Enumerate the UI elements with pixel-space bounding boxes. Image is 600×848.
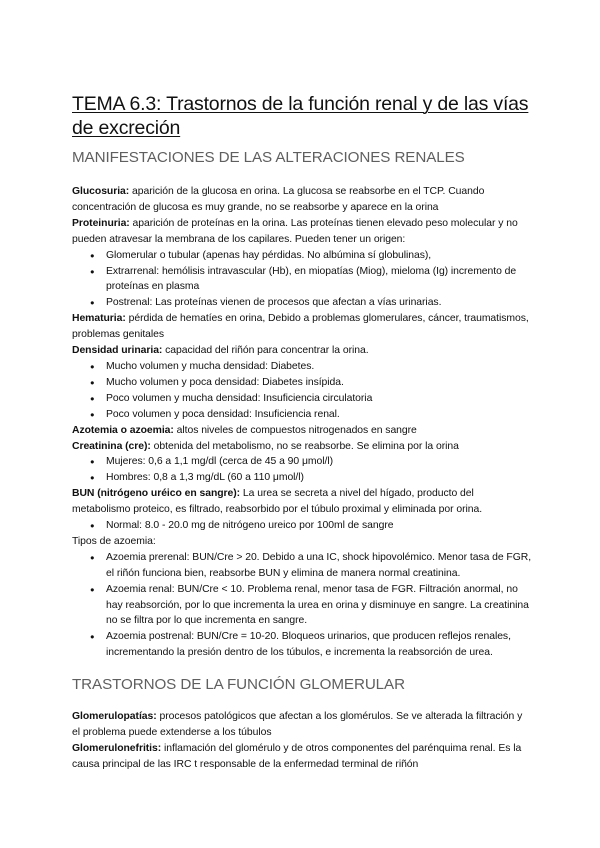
definition-creatinina: obtenida del metabolismo, no se reabsorbe. Se elimina por la orina [150,440,459,452]
section-body-manifestaciones [72,184,532,661]
paragraph-glucosuria [72,184,532,216]
paragraph-densidad [72,343,532,359]
term-creatinina: Creatinina (cre): [72,440,151,452]
list-item: ● Hombres: 0,8 a 1,3 mg/dL (60 a 110 μmol/l) [106,470,532,486]
definition-bun: La urea se secreta a nivel del hígado, producto del metabolismo proteico, es filtrado, reabsorbido por el túbulo proximal y eliminada por orina. [72,488,483,516]
term-glomerulonefritis: Glomerulonefritis: [72,743,162,754]
definition-proteinuria: aparición de proteínas en la orina. Las proteínas tienen elevado peso molecular y no pueden atravesar la membrana de los capilares. Pueden tener un origen: [72,217,518,245]
list-item: ● Mujeres: 0,6 a 1,1 mg/dl (cerca de 45 a 90 μmol/l) [106,454,532,470]
section-heading-manifestaciones: MANIFESTACIONES DE LAS ALTERACIONES RENALES [72,149,465,166]
paragraph-glomerulonefritis [72,741,532,773]
list-item: ● Poco volumen y mucha densidad: Insuficiencia circulatoria [106,391,532,407]
list-creatinina [72,454,532,486]
definition-glucosuria: aparición de la glucosa en orina. La glucosa se reabsorbe en el TCP. Cuando concentración de glucosa es muy grande, no se reabsorbe y aparece en la orina [72,186,485,213]
list-item: ● Mucho volumen y poca densidad: Diabetes insípida. [106,375,532,391]
list-item: ● Azoemia prerenal: BUN/Cre > 20. Debido a una IC, shock hipovolémico. Menor tasa de FGR, el riñón funciona bien, reabsorbe BUN y elimina de manera normal creatinina. [106,550,532,582]
list-bun [72,518,532,534]
label-tipos-azoemia: Tipos de azoemia: [72,535,156,547]
list-proteinuria-origins [72,248,532,312]
list-tipos-azoemia [72,550,532,661]
term-glomerulopatias: Glomerulopatías: [72,711,157,723]
list-item: ● Azoemia renal: BUN/Cre < 10. Problema renal, menor tasa de FGR. Filtración anormal, no hay reabsorción, por lo que incrementa la urea en orina y disminuye en sangre. La creatinina no se filtra por lo que incrementa en sangre. [106,582,532,630]
document-page [72,92,532,773]
list-item: ● Normal: 8.0 - 20.0 mg de nitrógeno ureico por 100ml de sangre [106,518,532,534]
term-proteinuria: Proteinuria: [72,217,130,229]
list-item: ● Extrarrenal: hemólisis intravascular (Hb), en miopatías (Miog), mieloma (Ig) incremento de proteínas en plasma [106,264,532,296]
document-title: TEMA 6.3: Trastornos de la función renal y de las vías de excreción [72,93,529,139]
term-hematuria: Hematuria: [72,313,126,325]
definition-glomerulonefritis: inflamación del glomérulo y de otros componentes del parénquima renal. Es la causa principal de las IRC t responsable de la enfermedad terminal de riñón [72,743,522,770]
list-densidad [72,359,532,423]
paragraph-creatinina [72,439,532,455]
term-densidad: Densidad urinaria: [72,345,163,357]
term-bun: BUN (nitrógeno uréico en sangre): [72,488,241,500]
paragraph-azotemia [72,423,532,439]
paragraph-hematuria [72,311,532,343]
definition-densidad: capacidad del riñón para concentrar la orina. [162,345,369,357]
paragraph-bun [72,486,532,518]
list-item: ● Postrenal: Las proteínas vienen de procesos que afectan a vías urinarias. [106,295,532,311]
section-body-glomerular [72,709,532,773]
section-heading-glomerular: TRASTORNOS DE LA FUNCIÓN GLOMERULAR [72,676,405,694]
paragraph-proteinuria [72,216,532,248]
definition-azotemia: altos niveles de compuestos nitrogenados en sangre [173,424,417,436]
definition-glomerulopatias: procesos patológicos que afectan a los glomérulos. Se ve alterada la filtración y el problema puede extenderse a los túbulos [72,711,523,739]
term-glucosuria: Glucosuria: [72,186,130,197]
list-item: ● Azoemia postrenal: BUN/Cre = 10-20. Bloqueos urinarios, que producen reflejos renales, incrementando la presión dentro de los túbulos, e incrementa la reabsorción de urea. [106,629,532,661]
term-azotemia: Azotemia o azoemia: [72,424,174,436]
list-item: ● Poco volumen y poca densidad: Insuficiencia renal. [106,407,532,423]
paragraph-glomerulopatias [72,709,532,741]
list-item: ● Glomerular o tubular (apenas hay pérdidas. No albúmina sí globulinas), [106,248,532,264]
definition-hematuria: pérdida de hematíes en orina, Debido a problemas glomerulares, cáncer, traumatismos, problemas genitales [72,313,529,341]
list-item: ● Mucho volumen y mucha densidad: Diabetes. [106,359,532,375]
